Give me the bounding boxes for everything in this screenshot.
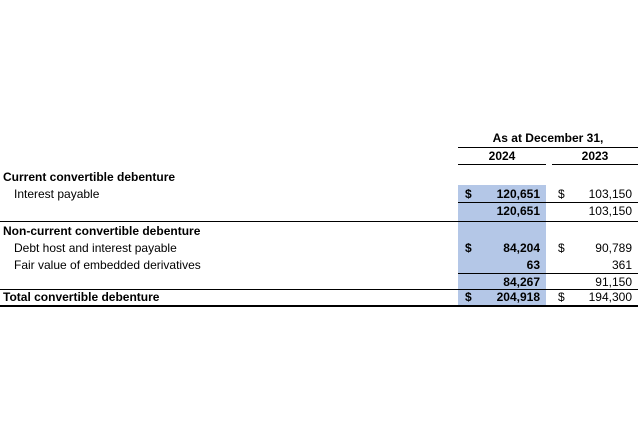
header-rule — [458, 147, 638, 148]
currency-symbol: $ — [465, 241, 472, 255]
subtotal-2023-current: 103,150 — [588, 204, 632, 218]
column-header-2024: 2024 — [488, 149, 516, 163]
value-2023-total: 194,300 — [588, 290, 632, 304]
value-2024-fair-value: 63 — [526, 258, 540, 272]
value-2023-fair-value: 361 — [611, 258, 632, 272]
subtotal-rule-current — [458, 202, 638, 203]
total-bottom-rule — [0, 305, 638, 307]
row-label-debt-host: Debt host and interest payable — [14, 241, 177, 255]
header-underline-2023 — [552, 164, 638, 165]
column-header-2023: 2023 — [581, 149, 609, 163]
value-2024-interest-payable: 120,651 — [496, 187, 540, 201]
currency-symbol: $ — [465, 187, 472, 201]
currency-symbol: $ — [558, 241, 565, 255]
section-title-noncurrent: Non-current convertible debenture — [3, 224, 201, 238]
currency-symbol: $ — [558, 290, 565, 304]
subtotal-2024-noncurrent: 84,267 — [503, 275, 540, 289]
section-title-current: Current convertible debenture — [3, 170, 176, 184]
value-2024-debt-host: 84,204 — [503, 241, 540, 255]
subtotal-rule-noncurrent — [458, 273, 638, 274]
period-header: As at December 31, — [492, 131, 604, 145]
row-label-interest-payable: Interest payable — [14, 187, 100, 201]
subtotal-2023-noncurrent: 91,150 — [595, 275, 632, 289]
value-2023-interest-payable: 103,150 — [588, 187, 632, 201]
value-2024-total: 204,918 — [496, 290, 540, 304]
section-divider — [0, 221, 638, 222]
currency-symbol: $ — [465, 290, 472, 304]
subtotal-2024-current: 120,651 — [496, 204, 540, 218]
value-2023-debt-host: 90,789 — [595, 241, 632, 255]
row-label-fair-value: Fair value of embedded derivatives — [14, 258, 201, 272]
header-underline-2024 — [458, 164, 546, 165]
currency-symbol: $ — [558, 187, 565, 201]
row-label-total: Total convertible debenture — [3, 290, 160, 304]
